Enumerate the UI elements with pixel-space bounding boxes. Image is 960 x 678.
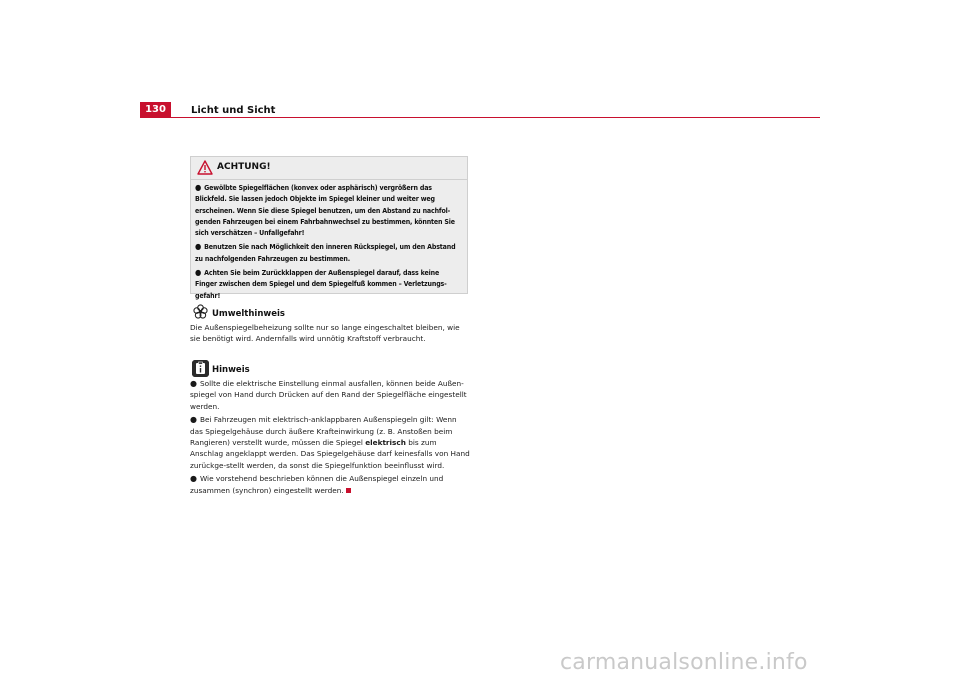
note-section: [190, 360, 470, 498]
warning-body: [191, 180, 467, 302]
warning-item: [195, 182, 463, 239]
warning-title: ACHTUNG!: [217, 162, 271, 172]
header-divider: [171, 117, 820, 118]
note-clipboard-icon: [192, 360, 209, 377]
environment-text: Die Außenspiegelbeheizung sollte nur so lange eingeschaltet bleiben, wie sie benötigt wird. Andernfalls wird unnötig Kraftstoff verbraucht.: [190, 323, 460, 344]
note-item: [190, 473, 470, 496]
note-item-text: bis zum Anschlag angeklappt werden. Das Spiegelgehäuse darf keinesfalls von Hand zurückge-stellt werden, da sonst die Spiegelfunktion beeinflusst wird.: [190, 438, 470, 470]
bullet: ●: [195, 183, 202, 192]
warning-item-text: Achten Sie beim Zurückklappen der Außenspiegel darauf, dass keine Finger zwischen dem Spiegel und dem Spiegelfuß kommen – Verletzungs-gefahr!: [195, 269, 447, 300]
bullet: ●: [190, 474, 197, 484]
warning-item: [195, 241, 463, 265]
note-title: Hinweis: [212, 365, 250, 375]
environment-note: [190, 304, 470, 347]
note-item-emphasis: elektrisch: [365, 438, 406, 448]
warning-header: [191, 157, 467, 180]
watermark: carmanualsonline.info: [560, 650, 808, 675]
note-item: [190, 414, 470, 471]
warning-item-text: Benutzen Sie nach Möglichkeit den inneren Rückspiegel, um den Abstand zu nachfolgenden Fahrzeugen zu bestimmen.: [195, 243, 456, 263]
page-title: Licht und Sicht: [191, 105, 276, 116]
warning-triangle-icon: [197, 160, 213, 175]
warning-item-text: Gewölbte Spiegelflächen (konvex oder asphärisch) vergrößern das Blickfeld. Sie lassen jedoch Objekte im Spiegel kleiner und weiter weg erscheinen. Wenn Sie diese Spiegel benutzen, um den Abstand zu nachfol-genden Fahrzeugen bei einem Fahrbahnwechsel zu bestimmen, könnten Sie sich verschätzen – Unfallgefahr!: [195, 184, 455, 238]
warning-box: [190, 156, 468, 300]
bullet: ●: [190, 415, 197, 425]
bullet: ●: [195, 242, 202, 252]
note-item-text: Sollte die elektrische Einstellung einmal ausfallen, können beide Außen-spiegel von Hand durch Drücken auf den Rand der Spiegelfläche eingestellt werden.: [190, 379, 467, 411]
bullet: ●: [190, 379, 197, 388]
section-end-marker: [346, 488, 351, 493]
note-item-text: Wie vorstehend beschrieben können die Außenspiegel einzeln und zusammen (synchron) eingestellt werden.: [190, 474, 444, 495]
bullet: ●: [195, 268, 202, 278]
environment-flower-icon: [193, 304, 208, 319]
environment-header: [190, 304, 470, 322]
note-header: [190, 360, 470, 378]
note-item: [190, 378, 470, 412]
note-item-text: Bei Fahrzeugen mit elektrisch-anklappbaren Außenspiegeln gilt: Wenn das Spiegelgehäuse durch äußere Krafteinwirkung (z. B. Anstoßen beim Rangieren) verstellt wurde, müssen die Spiegel: [190, 415, 457, 448]
warning-item: [195, 267, 463, 302]
environment-title: Umwelthinweis: [212, 309, 285, 319]
page-number: 130: [140, 102, 171, 118]
